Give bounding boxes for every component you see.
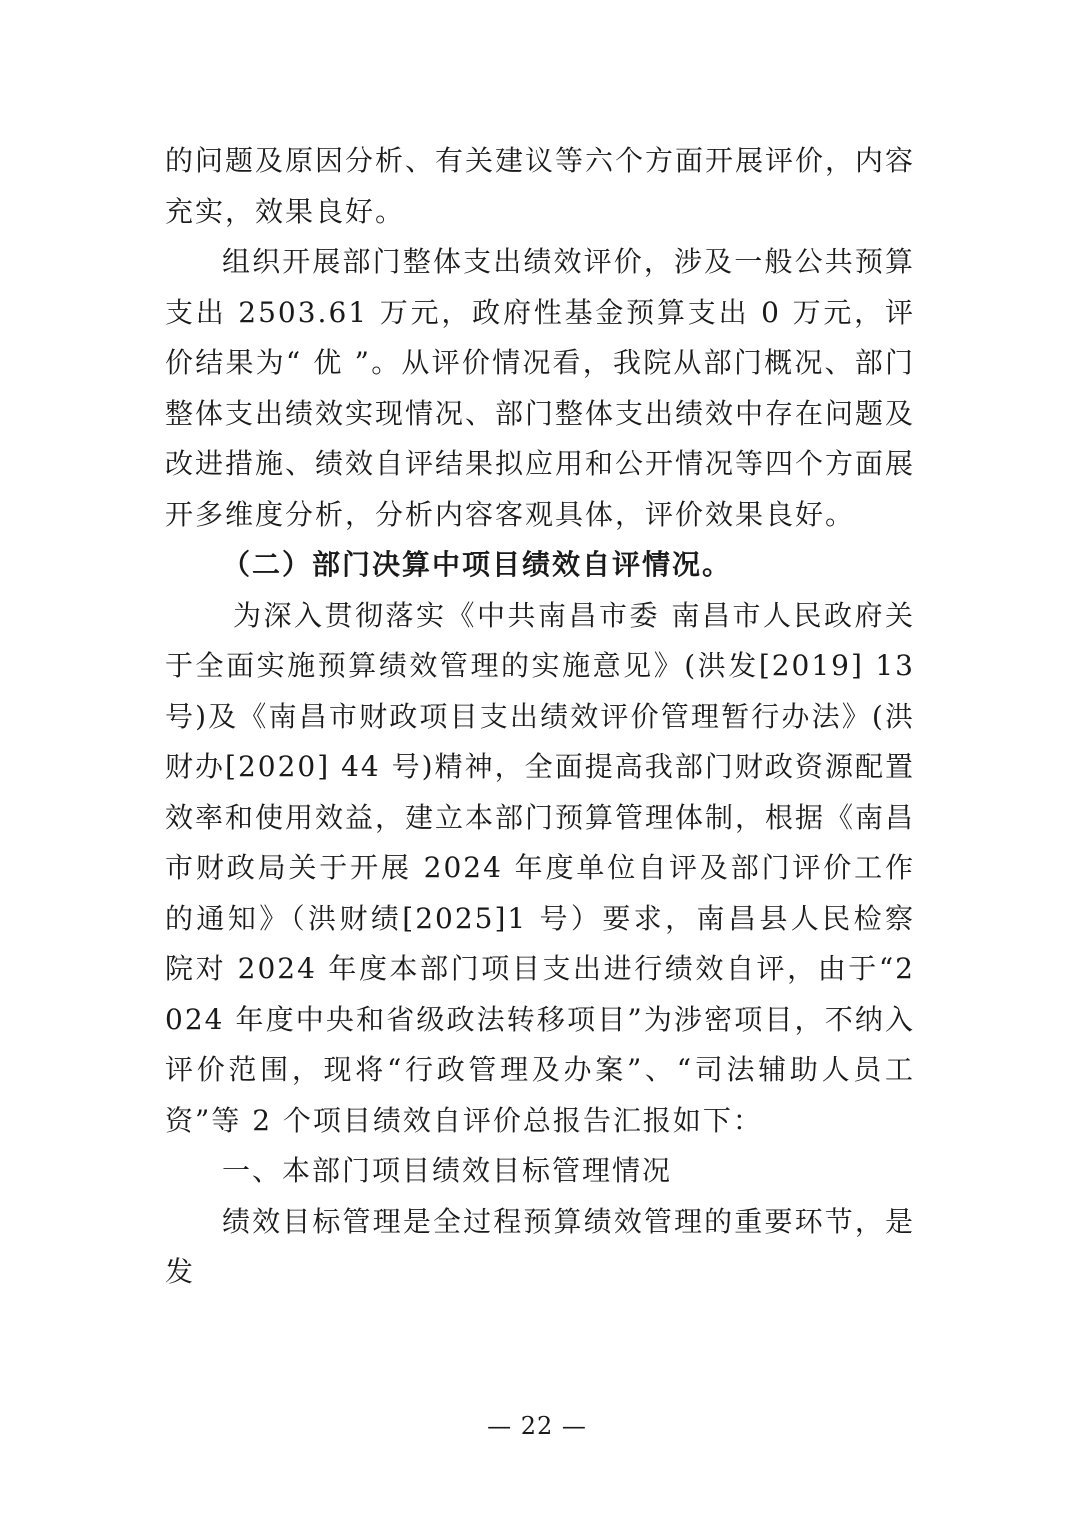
section-heading-project-self-evaluation: （二）部门决算中项目绩效自评情况。 [222,548,733,581]
subheading-goal-management: 一、本部门项目绩效目标管理情况 [222,1154,673,1187]
paragraph-project-self-evaluation: 为深入贯彻落实《中共南昌市委 南昌市人民政府关于全面实施预算绩效管理的实施意见》(洪发[2019] 13 号)及《南昌市财政项目支出绩效评价管理暂行办法》(洪财办[2020] 44 号)精神，全面提高我部门财政资源配置效率和使用效益，建立本部门预算管理体制，根据《南昌市财政局关于开展 2024 年度单位自评及部门评价工作的通知》（洪财绩[2025]1 号）要求，南昌县人民检察院对 2024 年度本部门项目支出进行绩效自评，由于“2024 年度中央和省级政法转移项目”为涉密项目，不纳入评价范围，现将“行政管理及办案”、“司法辅助人员工资”等 2 个项目绩效自评价总报告汇报如下： [165,598,916,1137]
paragraph-goal-management: 绩效目标管理是全过程预算绩效管理的重要环节，是发 [165,1204,915,1288]
page-number: — 22 — [487,1412,587,1440]
paragraph-continuation: 的问题及原因分析、有关建议等六个方面开展评价，内容充实，效果良好。 [165,144,916,228]
paragraph-overall-evaluation: 组织开展部门整体支出绩效评价，涉及一般公共预算支出 2503.61 万元，政府性基金预算支出 0 万元，评价结果为“ 优 ”。从评价情况看，我院从部门概况、部门整体支出绩效实现情况、部门整体支出绩效中存在问题及改进措施、绩效自评结果拟应用和公开情况等四个方面展开多维度分析，分析内容客观具体，评价效果良好。 [165,245,916,531]
document-body [165,136,915,1298]
